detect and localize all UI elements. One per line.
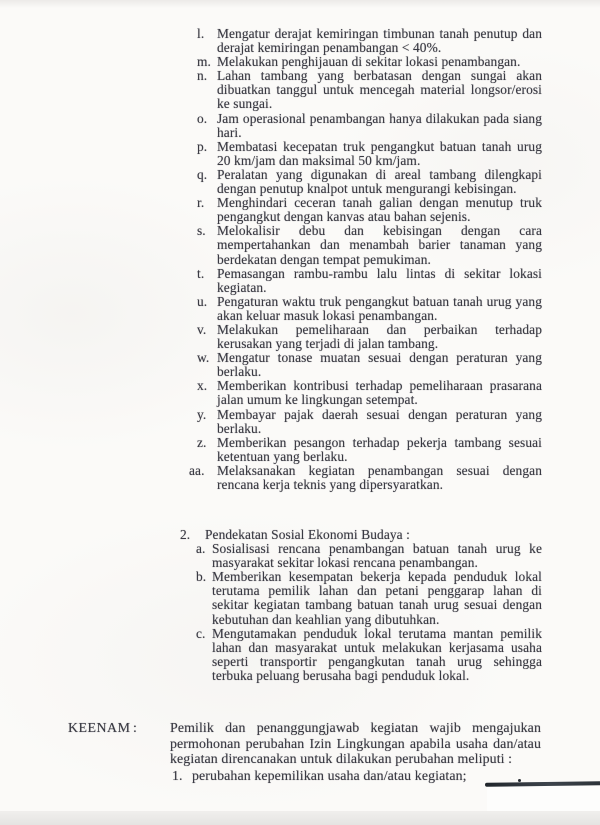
list-item — [196, 69, 542, 111]
item-marker: l. — [197, 26, 205, 41]
list-item — [196, 323, 542, 351]
item-marker: v. — [197, 321, 207, 337]
item-marker: s. — [197, 223, 206, 239]
item-text: Lahan tambang yang berbatasan dengan sungai akan dibuatkan tanggul untuk mencegah material longsor/erosi ke sungai. — [217, 68, 542, 112]
list-item — [170, 769, 541, 785]
item-marker: o. — [197, 110, 208, 126]
item-marker: 1. — [172, 768, 183, 784]
list-item — [189, 462, 542, 492]
item-text: Mengatur tonase muatan sesuai dengan peraturan yang berlaku. — [217, 350, 542, 380]
list-item — [196, 379, 542, 407]
item-text: Melakukan penghijauan di sekitar lokasi penambangan. — [217, 54, 521, 70]
item-text: Sosialisasi rencana penambangan batuan tanah urug ke masyarakat sekitar lokasi rencana penambangan. — [212, 541, 542, 571]
scan-bottom-right-patch — [487, 786, 600, 811]
scan-top-edge-shading — [0, 0, 600, 8]
list-item — [196, 55, 542, 69]
item-text: Memberikan kontribusi terhadap pemeliharaan prasarana jalan umum ke lingkungan setempat. — [217, 378, 542, 408]
item-text: Pemasangan rambu-rambu lalu lintas di sekitar lokasi kegiatan. — [217, 265, 542, 295]
clause-label: KEENAM — [68, 721, 131, 736]
item-text: Mengatur derajat kemiringan timbunan tanah penutup dan derajat kemiringan penambangan < 40%. — [217, 26, 542, 56]
item-marker: t. — [197, 265, 205, 281]
item-text: Memberikan kesempatan bekerja kepada penduduk lokal terutama pemilik lahan dan petani penggarap lahan di sekitar kegiatan tambang batuan tanah urug sesuai dengan kebutuhan dan keahlian yang dibutuhkan. — [212, 569, 542, 627]
list-item — [196, 436, 542, 464]
list-item — [196, 267, 542, 295]
item-text: Mengutamakan penduduk lokal terutama mantan pemilik lahan dan masyarakat untuk melakukan kerjasama usaha seperti transportir pengangkutan tanah urug sehingga terbuka peluang berusaha bagi penduduk lokal. — [212, 625, 542, 683]
section-number: 2. — [180, 527, 191, 542]
item-marker: r. — [197, 195, 205, 211]
item-marker: m. — [197, 54, 211, 70]
list-item — [196, 196, 542, 224]
item-text: Peralatan yang digunakan di areal tambang dilengkapi dengan penutup knalpot untuk mengurangi kebisingan. — [217, 166, 542, 197]
list-item — [196, 112, 542, 140]
list-item — [196, 140, 542, 168]
item-text: Menghindari ceceran tanah galian dengan menutup truk pengangkut dengan kanvas atau bahan sejenis. — [217, 195, 542, 225]
item-marker: y. — [197, 406, 207, 422]
mitigation-list — [189, 26, 542, 492]
item-text: Melokalisir debu dan kebisingan dengan cara mempertahankan dan menambah barier tanaman yang berdekatan dengan tempat pemukiman. — [217, 223, 542, 267]
item-marker: q. — [197, 166, 208, 182]
item-text: Melakukan pemeliharaan dan perbaikan terhadap kerusakan yang terjadi di jalan tambang. — [217, 321, 542, 352]
item-marker: x. — [197, 378, 208, 394]
list-item — [196, 408, 542, 436]
section-title: Pendekatan Sosial Ekonomi Budaya : — [205, 527, 410, 542]
clause-item-list — [170, 769, 541, 785]
list-item — [196, 627, 542, 683]
item-marker: c. — [196, 625, 206, 641]
item-marker: aa. — [189, 462, 205, 478]
section-sosial-ekonomi-budaya — [180, 528, 542, 683]
item-marker: p. — [197, 138, 208, 154]
item-text: Pengaturan waktu truk pengangkut batuan tanah urug yang akan keluar masuk lokasi penambangan. — [217, 293, 542, 323]
item-text: Membayar pajak daerah sesuai dengan peraturan yang berlaku. — [217, 406, 542, 436]
list-item — [196, 542, 542, 570]
item-marker: n. — [197, 68, 208, 84]
clause-paragraph: Pemilik dan penanggungjawab kegiatan wajib mengajukan permohonan perubahan Izin Lingkungan apabila usaha dan/atau kegiatan direncanakan untuk dilakukan perubahan meliputi : — [170, 721, 541, 767]
list-item — [196, 27, 542, 55]
item-text: Melaksanakan kegiatan penambangan sesuai dengan rencana kerja teknis yang dipersyaratkan. — [217, 462, 542, 492]
item-text: Membatasi kecepatan truk pengangkut batuan tanah urug 20 km/jam dan maksimal 50 km/jam. — [217, 138, 542, 168]
list-item — [196, 168, 542, 196]
item-text: perubahan kepemilikan usaha dan/atau kegiatan; — [192, 768, 467, 784]
list-item — [196, 224, 542, 266]
list-item — [196, 295, 542, 323]
item-marker: u. — [197, 293, 208, 309]
item-marker: z. — [197, 434, 207, 450]
clause-body — [170, 721, 541, 784]
list-item — [196, 351, 542, 379]
clause-keenam — [68, 721, 541, 784]
item-marker: w. — [197, 350, 210, 366]
section-heading — [180, 528, 542, 542]
item-text: Jam operasional penambangan hanya dilakukan pada siang hari. — [217, 110, 542, 140]
list-item — [196, 570, 542, 626]
scan-artifact-dot — [518, 779, 521, 782]
item-text: Memberikan pesangon terhadap pekerja tambang sesuai ketentuan yang berlaku. — [217, 434, 542, 464]
clause-separator: : — [133, 721, 137, 736]
scan-bottom-edge-band — [0, 811, 600, 825]
section-item-list — [180, 542, 542, 683]
item-marker: b. — [196, 569, 207, 585]
item-marker: a. — [196, 541, 206, 557]
